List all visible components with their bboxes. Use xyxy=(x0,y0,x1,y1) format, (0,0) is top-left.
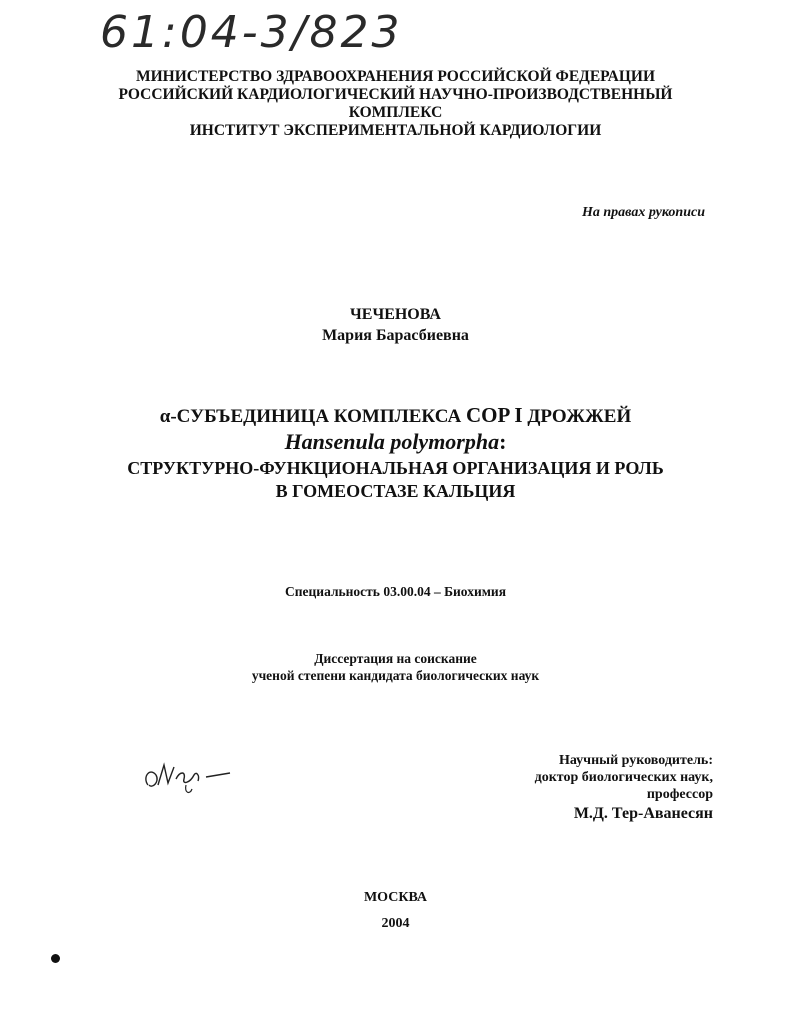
supervisor-rank: профессор xyxy=(646,787,713,802)
title-colon: : xyxy=(499,429,507,454)
title-subunit-text: -СУБЪЕДИНИЦА КОМПЛЕКСА xyxy=(170,406,466,427)
manuscript-rights-note: На правах рукописи xyxy=(582,205,705,220)
title-cop-complex: COP I xyxy=(465,403,523,427)
handwritten-signature xyxy=(140,755,240,800)
header-line-institute: ИНСТИТУТ ЭКСПЕРИМЕНТАЛЬНОЙ КАРДИОЛОГИИ xyxy=(189,122,602,139)
supervisor-label: Научный руководитель: xyxy=(559,753,713,768)
institution-header xyxy=(0,68,791,140)
archive-code-handwritten: 61:04-3/823 xyxy=(100,7,403,58)
city: МОСКВА xyxy=(363,890,428,905)
title-organism-line xyxy=(0,429,791,455)
header-line-center: РОССИЙСКИЙ КАРДИОЛОГИЧЕСКИЙ НАУЧНО-ПРОИЗВОДСТВЕННЫЙ xyxy=(118,86,673,103)
supervisor-degree: доктор биологических наук, xyxy=(534,770,713,785)
author-name: Мария Барасбиевна xyxy=(322,327,469,344)
title-line-3: СТРУКТУРНО-ФУНКЦИОНАЛЬНАЯ ОРГАНИЗАЦИЯ И РОЛЬ xyxy=(127,458,664,478)
header-line-complex: КОМПЛЕКС xyxy=(348,104,443,121)
specialty-line: Специальность 03.00.04 – Биохимия xyxy=(285,584,506,599)
year: 2004 xyxy=(381,916,410,931)
title-organism-name: Hansenula polymorpha xyxy=(284,429,500,454)
title-yeast-text: ДРОЖЖЕЙ xyxy=(522,406,632,427)
title-line-1 xyxy=(0,403,791,428)
header-line-ministry: МИНИСТЕРСТВО ЗДРАВООХРАНЕНИЯ РОССИЙСКОЙ ФЕДЕРАЦИИ xyxy=(135,68,656,85)
scan-dot-mark xyxy=(51,954,60,963)
dissertation-line-2: ученой степени кандидата биологических наук xyxy=(251,668,540,683)
title-alpha-symbol: α xyxy=(159,406,171,427)
title-line-4: В ГОМЕОСТАЗЕ КАЛЬЦИЯ xyxy=(275,481,516,501)
dissertation-statement xyxy=(0,650,791,684)
supervisor-name: М.Д. Тер-Аванесян xyxy=(573,805,713,822)
author-surname: ЧЕЧЕНОВА xyxy=(350,306,441,323)
supervisor-block xyxy=(535,752,713,825)
dissertation-line-1: Диссертация на соискание xyxy=(314,651,477,666)
